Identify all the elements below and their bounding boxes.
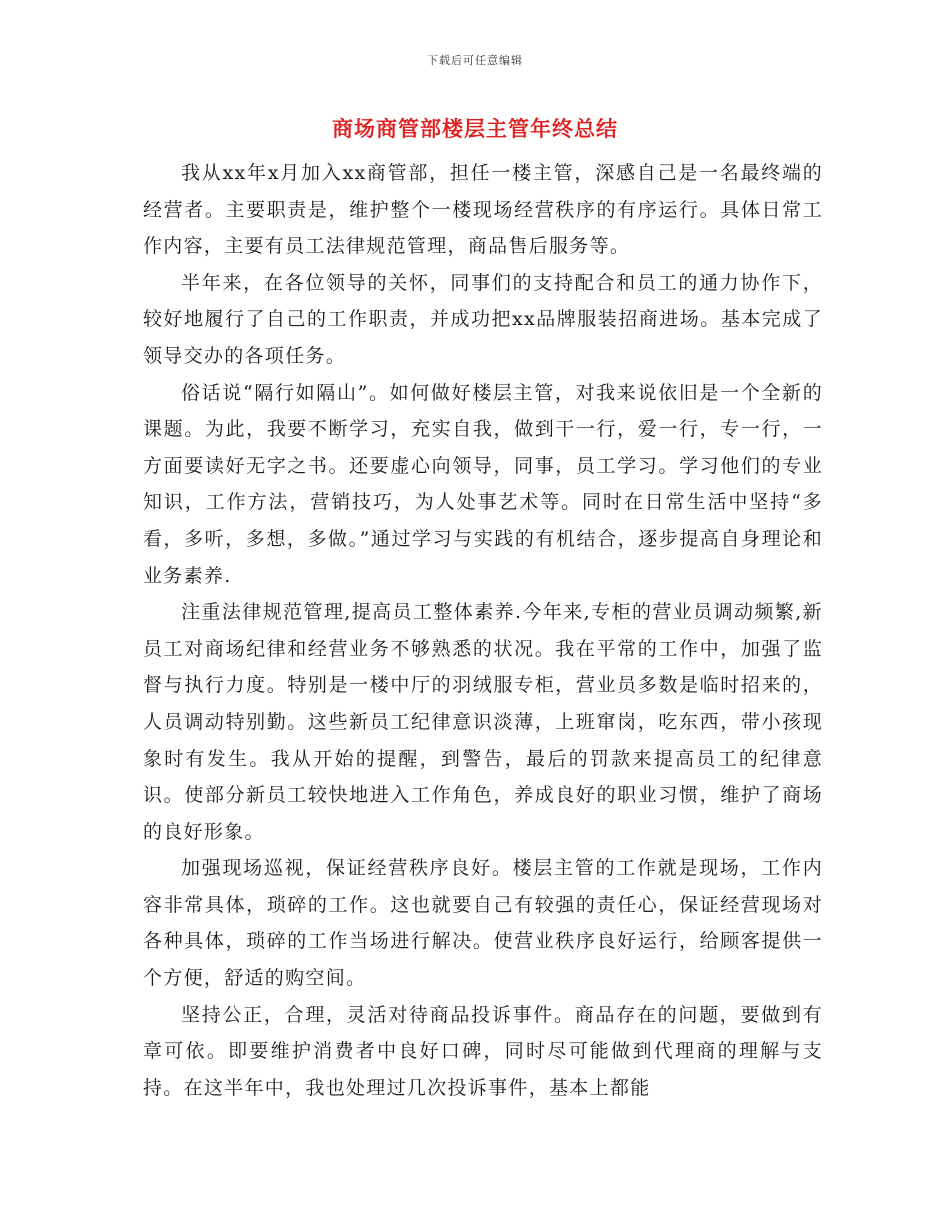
paragraph: 坚持公正，合理，灵活对待商品投诉事件。商品存在的问题，要做到有章可依。即要维护消费者中良好口碑，同时尽可能做到代理商的理解与支持。在这半年中，我也处理过几次投诉事件，基本上都能 (143, 1003, 823, 1099)
document-body (143, 155, 823, 1106)
document-title: 商场商管部楼层主管年终总结 (332, 116, 618, 141)
paragraph: 我从xx年x月加入xx商管部，担任一楼主管，深感自己是一名最终端的经营者。主要职责是，维护整个一楼现场经营秩序的有序运行。具体日常工作内容，主要有员工法律规范管理，商品售后服务等。 (143, 162, 823, 258)
header-note: 下载后可任意编辑 (427, 54, 523, 67)
paragraph: 注重法律规范管理,提高员工整体素养.今年来,专柜的营业员调动频繁,新员工对商场纪律和经营业务不够熟悉的状况。我在平常的工作中，加强了监督与执行力度。特别是一楼中厅的羽绒服专柜，营业员多数是临时招来的，人员调动特别勤。这些新员工纪律意识淡薄，上班窜岗，吃东西，带小孩现象时有发生。我从开始的提醒，到警告，最后的罚款来提高员工的纪律意识。使部分新员工较快地进入工作角色，养成良好的职业习惯，维护了商场的良好形象。 (143, 601, 823, 843)
paragraph: 半年来，在各位领导的关怀，同事们的支持配合和员工的通力协作下，较好地履行了自己的工作职责，并成功把xx品牌服装招商进场。基本完成了领导交办的各项任务。 (143, 271, 823, 367)
paragraph: 俗话说“隔行如隔山”。如何做好楼层主管，对我来说依旧是一个全新的课题。为此，我要不断学习，充实自我，做到干一行，爱一行，专一行，一方面要读好无字之书。还要虚心向领导，同事，员工学习。学习他们的专业知识，工作方法，营销技巧，为人处事艺术等。同时在日常生活中坚持“多看，多听，多想，多做。”通过学习与实践的有机结合，逐步提高自身理论和业务素养. (143, 381, 823, 587)
paragraph: 加强现场巡视，保证经营秩序良好。楼层主管的工作就是现场，工作内容非常具体，琐碎的工作。这也就要自己有较强的责任心，保证经营现场对各种具体，琐碎的工作当场进行解决。使营业秩序良好运行，给顾客提供一个方便，舒适的购空间。 (143, 857, 823, 990)
